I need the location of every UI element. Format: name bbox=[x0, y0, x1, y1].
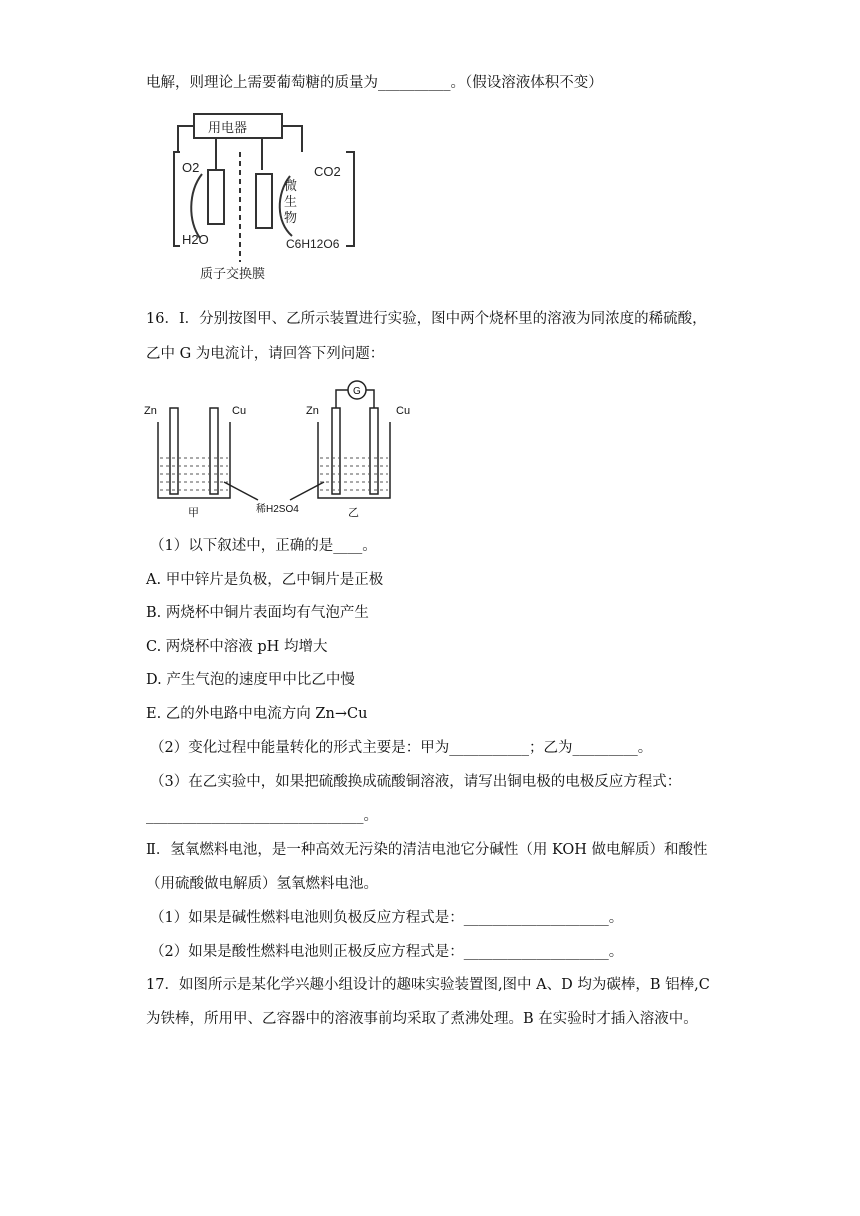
section-ii-part2: （2）如果是酸性燃料电池则正极反应方程式是：____________________。 bbox=[150, 944, 624, 960]
option-e: E. 乙的外电路中电流方向 Zn→Cu bbox=[146, 706, 368, 722]
microbe-label-2: 生 bbox=[284, 194, 298, 209]
co2-label: CO2 bbox=[314, 164, 341, 179]
q16-part3: （3）在乙实验中，如果把硫酸换成硫酸铜溶液，请写出铜电极的电极反应方程式： bbox=[150, 774, 682, 790]
option-a: A. 甲中锌片是负极，乙中铜片是正极 bbox=[146, 572, 384, 588]
q16-part2: （2）变化过程中能量转化的形式主要是：甲为___________；乙为_________。 bbox=[150, 740, 653, 756]
device-label: 用电器 bbox=[208, 120, 248, 135]
q16-part3-blank: ______________________________。 bbox=[146, 808, 378, 824]
microbe-label-1: 微 bbox=[284, 178, 298, 193]
beaker-label-a: 甲 bbox=[188, 507, 199, 519]
h2o-label: H2O bbox=[182, 232, 209, 247]
microbial-fuel-cell-figure bbox=[170, 112, 360, 284]
option-b: B. 两烧杯中铜片表面均有气泡产生 bbox=[146, 605, 369, 621]
option-c: C. 两烧杯中溶液 pH 均增大 bbox=[146, 639, 328, 655]
microbe-label-3: 物 bbox=[284, 210, 298, 225]
option-d: D. 产生气泡的速度甲中比乙中慢 bbox=[146, 672, 355, 688]
zn-label-a: Zn bbox=[144, 405, 157, 417]
membrane-label: 质子交换膜 bbox=[200, 266, 266, 281]
glucose-label: C6H12O6 bbox=[286, 237, 340, 251]
question-16-stem-1: 16．Ⅰ．分别按图甲、乙所示装置进行实验，图中两个烧杯里的溶液为同浓度的稀硫酸， bbox=[146, 311, 707, 327]
q16-part1: （1）以下叙述中，正确的是____。 bbox=[150, 538, 377, 554]
cu-label-a: Cu bbox=[232, 405, 247, 417]
question-15-continuation: 电解，则理论上需要葡萄糖的质量为__________。（假设溶液体积不变） bbox=[146, 75, 603, 91]
question-17-stem-1: 17．如图所示是某化学兴趣小组设计的趣味实验装置图,图中 A、D 均为碳棒，B 铝棒,C bbox=[146, 977, 710, 993]
meter-label: G bbox=[353, 386, 361, 397]
cu-label-b: Cu bbox=[396, 405, 411, 417]
question-16-stem-2: 乙中 G 为电流计，请回答下列问题： bbox=[146, 346, 385, 362]
acid-label: 稀H2SO4 bbox=[256, 504, 299, 515]
section-ii-stem-2: （用硫酸做电解质）氢氧燃料电池。 bbox=[146, 876, 378, 892]
beaker-label-b: 乙 bbox=[348, 507, 359, 519]
question-17-stem-2: 为铁棒，所用甲、乙容器中的溶液事前均采取了煮沸处理。B 在实验时才插入溶液中。 bbox=[146, 1011, 698, 1027]
section-ii-stem-1: Ⅱ．氢氧燃料电池，是一种高效无污染的清洁电池它分碱性（用 KOH 做电解质）和酸性 bbox=[146, 842, 708, 858]
section-ii-part1: （1）如果是碱性燃料电池则负极反应方程式是：____________________。 bbox=[150, 910, 624, 926]
o2-label: O2 bbox=[182, 160, 200, 175]
galvanic-beakers-figure bbox=[140, 378, 430, 520]
zn-label-b: Zn bbox=[306, 405, 319, 417]
